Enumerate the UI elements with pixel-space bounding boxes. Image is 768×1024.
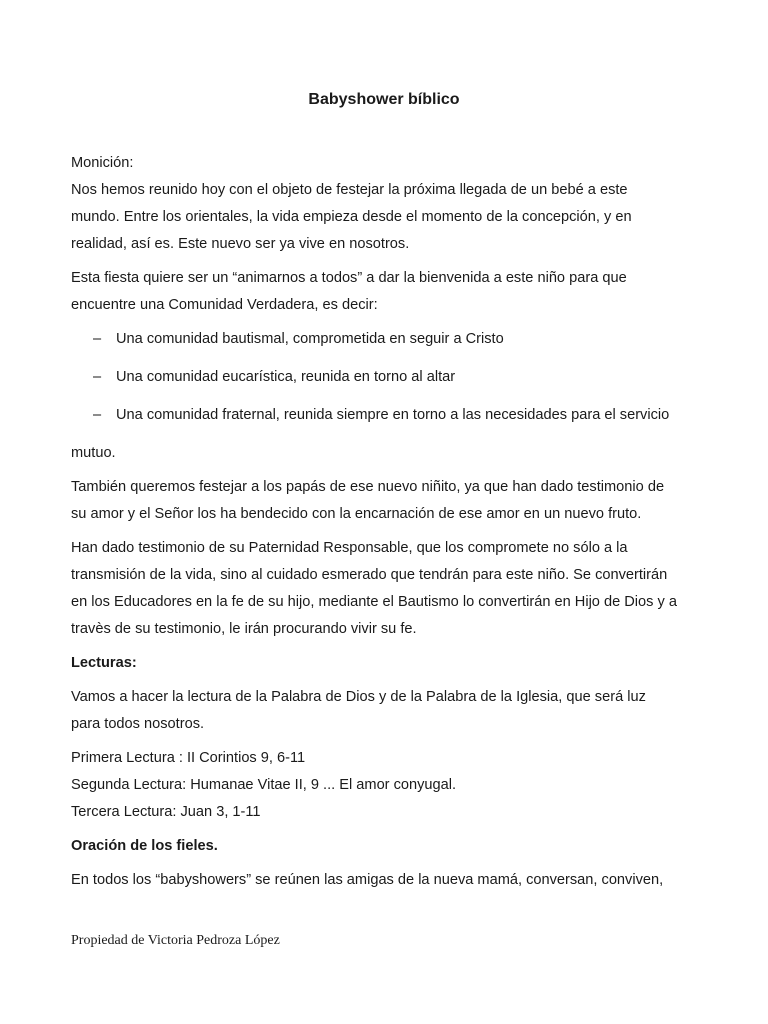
bullet-continuation: mutuo. (71, 445, 116, 461)
monicion-line: Nos hemos reunido hoy con el objeto de festejar la próxima llegada de un bebé a este (71, 182, 628, 198)
list-item (71, 364, 711, 391)
fiesta-line: encuentre una Comunidad Verdadera, es decir: (71, 297, 378, 313)
monicion-line: realidad, así es. Este nuevo ser ya vive en nosotros. (71, 236, 410, 252)
lecturas-intro-line: para todos nosotros. (71, 716, 205, 732)
papas-line: su amor y el Señor los ha bendecido con la encarnación de ese amor en un nuevo fruto. (71, 506, 642, 522)
fiesta-line: Esta fiesta quiere ser un “animarnos a todos” a dar la bienvenida a este niño para que (71, 270, 627, 286)
page-footer: Propiedad de Victoria Pedroza López (71, 933, 280, 948)
list-item (71, 326, 711, 353)
bullet-dash: – (93, 369, 102, 385)
paternidad-line: travès de su testimonio, le irán procurando vivir su fe. (71, 621, 417, 637)
paternidad-line: en los Educadores en la fe de su hijo, mediante el Bautismo lo convertirán en Hijo de Dios y a (71, 594, 677, 610)
lectura-item: Segunda Lectura: Humanae Vitae II, 9 ... El amor conyugal. (71, 777, 457, 793)
page-title: Babyshower bíblico (308, 91, 460, 108)
list-item-text: Una comunidad eucarística, reunida en torno al altar (116, 369, 456, 385)
lectura-item: Primera Lectura : II Corintios 9, 6-11 (71, 750, 306, 766)
bullet-dash: – (93, 331, 102, 347)
bullet-dash: – (93, 407, 102, 423)
monicion-label: Monición: (71, 155, 134, 171)
list-item-text: Una comunidad bautismal, comprometida en seguir a Cristo (116, 331, 504, 347)
oracion-line: En todos los “babyshowers” se reúnen las amigas de la nueva mamá, conversan, conviven, (71, 872, 664, 888)
list-item-text: Una comunidad fraternal, reunida siempre en torno a las necesidades para el servicio (116, 407, 670, 423)
papas-line: También queremos festejar a los papás de ese nuevo niñito, ya que han dado testimonio de (71, 479, 665, 495)
comunidad-list (71, 326, 711, 429)
lecturas-heading: Lecturas: (71, 655, 137, 671)
paternidad-line: Han dado testimonio de su Paternidad Responsable, que los compromete no sólo a la (71, 540, 628, 556)
oracion-heading: Oración de los fieles. (71, 838, 218, 854)
lectura-item: Tercera Lectura: Juan 3, 1-11 (71, 804, 261, 820)
paternidad-line: transmisión de la vida, sino al cuidado esmerado que tendrán para este niño. Se convertirán (71, 567, 668, 583)
document-body (71, 150, 711, 894)
list-item (71, 402, 711, 429)
monicion-line: mundo. Entre los orientales, la vida empieza desde el momento de la concepción, y en (71, 209, 632, 225)
lecturas-intro-line: Vamos a hacer la lectura de la Palabra de Dios y de la Palabra de la Iglesia, que será luz (71, 689, 646, 705)
